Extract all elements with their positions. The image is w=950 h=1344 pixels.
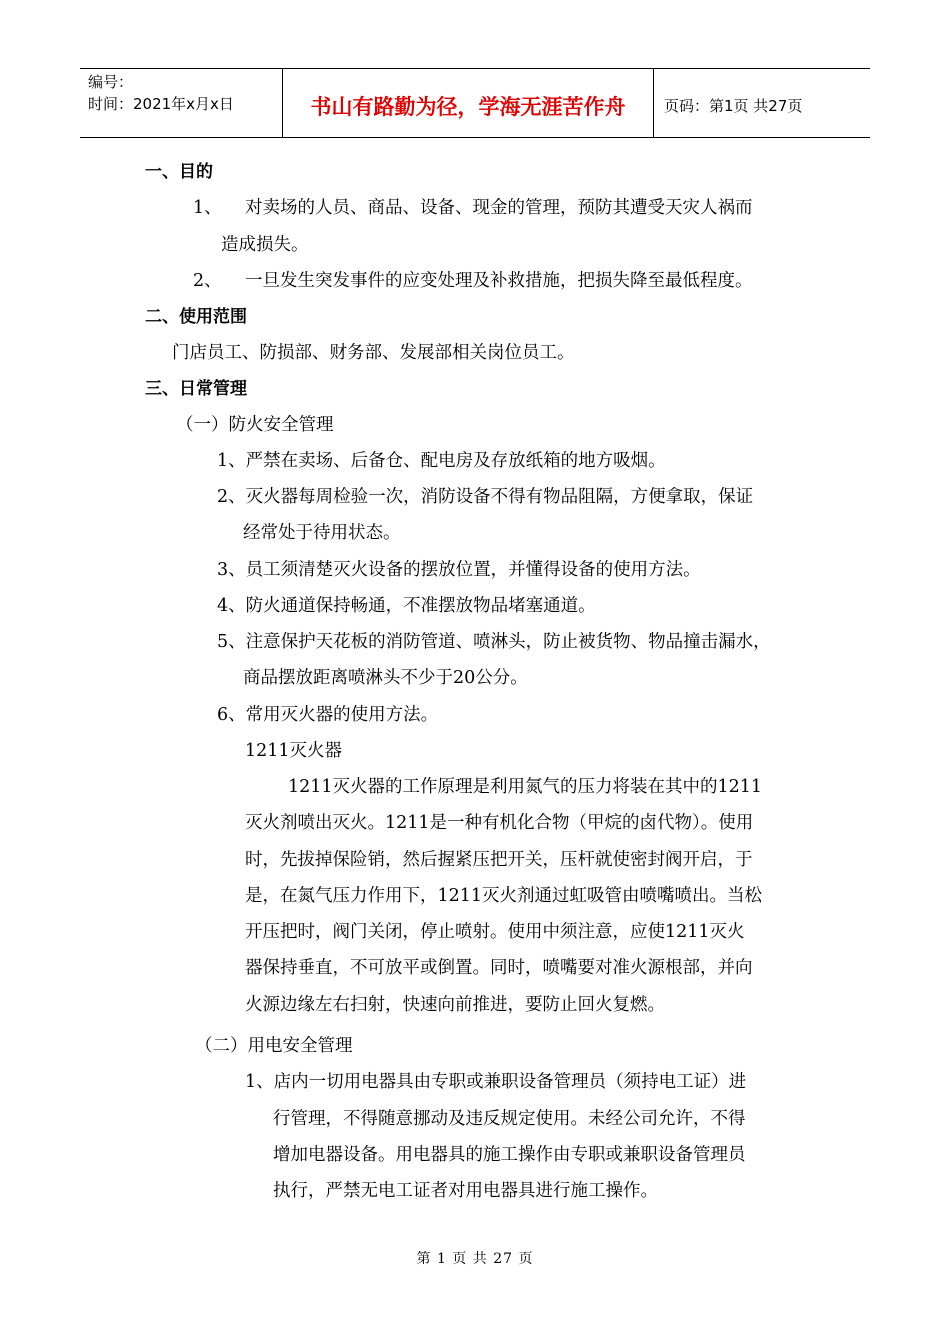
extinguisher-para-line3: 时，先拔掉保险销，然后握紧压把开关，压杆就使密封阀开启，于 [245,850,753,870]
section-2-text: 门店员工、防损部、财务部、发展部相关岗位员工。 [172,343,575,363]
s1-item1-number: 1、 [193,198,222,218]
electric-safety-title: （二）用电安全管理 [195,1036,353,1056]
s1-item2-line1: 一旦发生突发事件的应变处理及补救措施，把损失降至最低程度。 [245,271,753,291]
fire-item-4: 4、防火通道保持畅通，不准摆放物品堵塞通道。 [217,596,596,616]
fire-item-5b: 商品摆放距离喷淋头不少于20公分。 [243,668,528,688]
s1-item2-number: 2、 [193,271,222,291]
extinguisher-title: 1211灭火器 [245,741,343,761]
elec-item-1a: 1、店内一切用电器具由专职或兼职设备管理员（须持电工证）进 [245,1072,747,1092]
fire-item-2b: 经常处于待用状态。 [243,523,401,543]
fire-item-3: 3、员工须清楚灭火设备的摆放位置，并懂得设备的使用方法。 [217,560,701,580]
section-2-title: 二、使用范围 [145,307,247,327]
fire-item-5a: 5、注意保护天花板的消防管道、喷淋头，防止被货物、物品撞击漏水， [217,632,771,652]
extinguisher-para-line4: 是，在氮气压力作用下，1211灭火剂通过虹吸管由喷嘴喷出。当松 [245,886,763,906]
section-3-title: 三、日常管理 [145,379,247,399]
extinguisher-para-line5: 开压把时，阀门关闭，停止喷射。使用中须注意，应使1211灭火 [245,922,745,942]
section-1-title: 一、目的 [145,162,213,182]
document-header [80,68,870,138]
time-label: 时间：2021年x月x日 [88,95,234,113]
fire-item-1: 1、严禁在卖场、后备仓、配电房及存放纸箱的地方吸烟。 [217,451,666,471]
extinguisher-para-line7: 火源边缘左右扫射，快速向前推进，要防止回火复燃。 [245,995,665,1015]
elec-item-1d: 执行，严禁无电工证者对用电器具进行施工操作。 [273,1181,658,1201]
header-page-info: 页码：第1页 共27页 [664,96,803,115]
extinguisher-para-line2: 灭火剂喷出灭火。1211是一种有机化合物（甲烷的卤代物）。使用 [245,813,754,833]
s1-item1-line1: 对卖场的人员、商品、设备、现金的管理，预防其遭受天灾人祸而 [245,198,753,218]
extinguisher-para-line1: 1211灭火器的工作原理是利用氮气的压力将装在其中的1211 [288,777,763,797]
elec-item-1b: 行管理，不得随意挪动及违反规定使用。未经公司允许，不得 [273,1109,746,1129]
header-slogan: 书山有路勤为径，学海无涯苦作舟 [282,69,654,137]
page-footer: 第 1 页 共 27 页 [416,1251,534,1267]
number-label: 编号： [88,73,134,91]
s1-item1-line2: 造成损失。 [221,235,309,255]
fire-item-6: 6、常用灭火器的使用方法。 [217,705,439,725]
fire-item-2a: 2、灭火器每周检验一次，消防设备不得有物品阻隔，方便拿取，保证 [217,487,754,507]
fire-safety-title: （一）防火安全管理 [176,415,334,435]
header-meta [80,69,282,137]
extinguisher-para-line6: 器保持垂直，不可放平或倒置。同时，喷嘴要对准火源根部，并向 [245,958,753,978]
elec-item-1c: 增加电器设备。用电器具的施工操作由专职或兼职设备管理员 [273,1145,746,1165]
